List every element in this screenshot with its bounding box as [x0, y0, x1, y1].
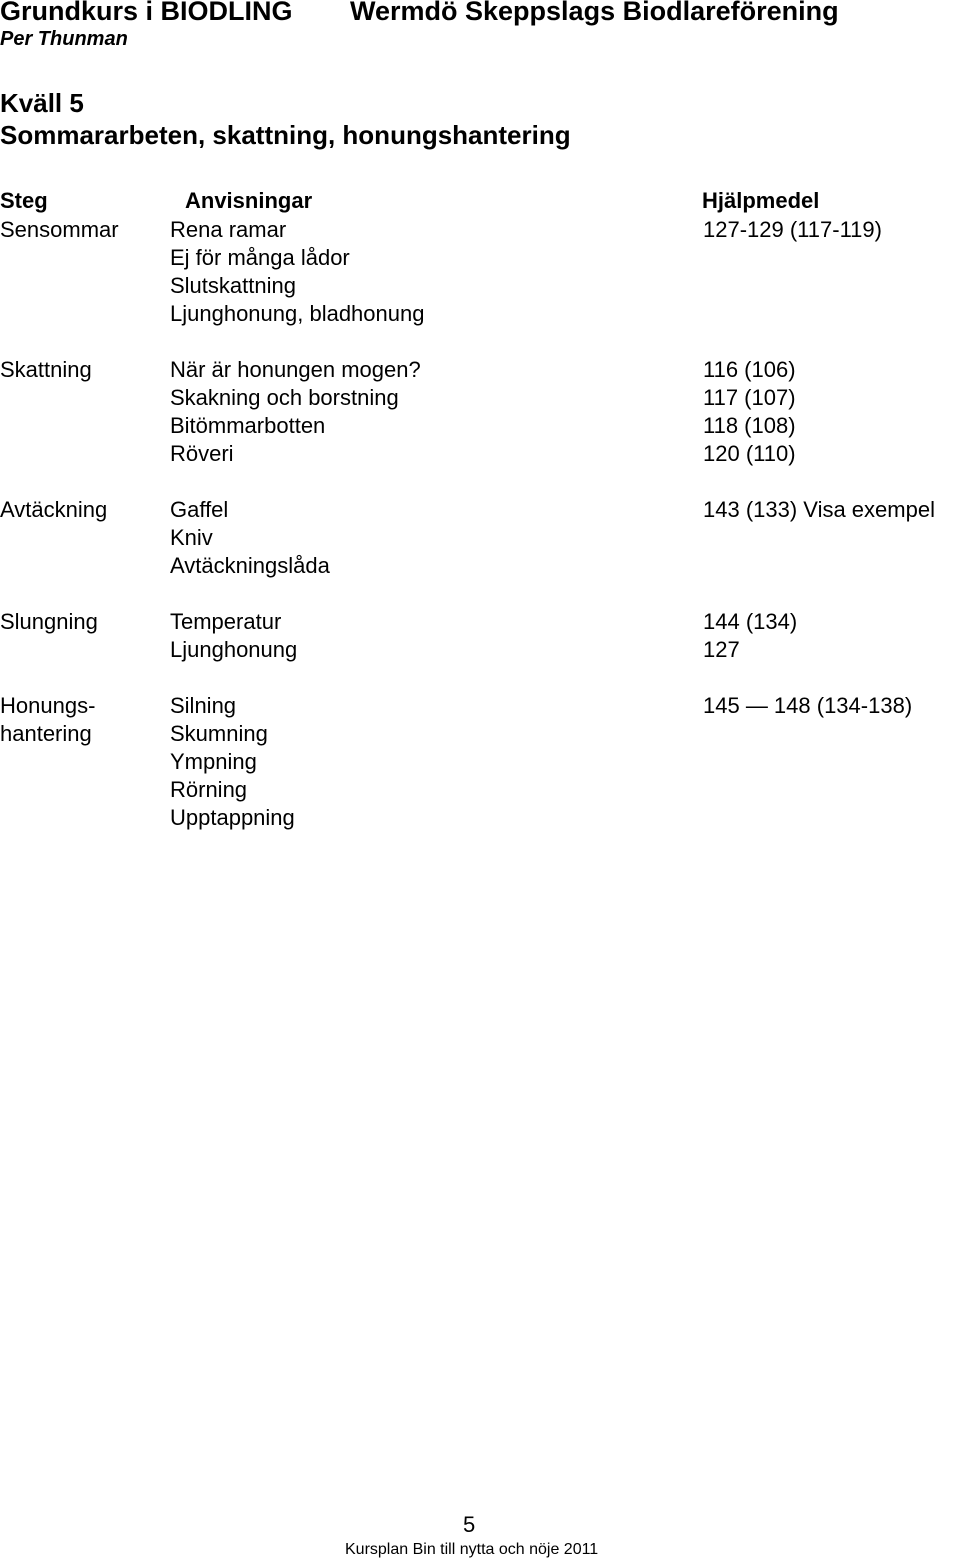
- step-label: Sensommar: [0, 217, 119, 242]
- instruction-item: Skakning och borstning: [170, 385, 399, 410]
- table-row-aids: [703, 608, 797, 664]
- table-row-step: [0, 496, 107, 524]
- step-label: Slungning: [0, 609, 98, 634]
- aid-reference: 116 (106): [703, 357, 796, 382]
- aid-reference: 127: [703, 637, 740, 662]
- column-header-anvisningar: Anvisningar: [185, 188, 313, 213]
- table-row-instructions: [170, 692, 295, 832]
- instruction-item: Bitömmarbotten: [170, 413, 326, 438]
- instruction-item: Silning: [170, 693, 237, 718]
- instruction-item: Avtäckningslåda: [170, 553, 330, 578]
- instruction-item: Skumning: [170, 721, 268, 746]
- table-row-instructions: [170, 356, 421, 468]
- lesson-topic: Sommararbeten, skattning, honungshantering: [0, 120, 571, 150]
- instruction-item: Slutskattning: [170, 273, 296, 298]
- table-row-aids: [703, 496, 935, 524]
- instruction-item: När är honungen mogen?: [170, 357, 421, 382]
- page-number: 5: [463, 1512, 476, 1537]
- instruction-item: Gaffel: [170, 497, 229, 522]
- course-title: Grundkurs i BIODLING: [0, 0, 293, 26]
- table-row-aids: [703, 692, 912, 720]
- instruction-item: Rena ramar: [170, 217, 287, 242]
- column-header-hjalpmedel: Hjälpmedel: [702, 188, 820, 213]
- instruction-item: Röveri: [170, 441, 234, 466]
- step-label: Skattning: [0, 357, 92, 382]
- column-header-steg: Steg: [0, 188, 48, 213]
- table-row-step: [0, 216, 119, 244]
- author-name: Per Thunman: [0, 28, 128, 50]
- instruction-item: Upptappning: [170, 805, 295, 830]
- aid-reference: 118 (108): [703, 413, 796, 438]
- aid-reference: 145 — 148 (134-138): [703, 693, 913, 718]
- instruction-item: Ej för många lådor: [170, 245, 350, 270]
- instruction-item: Ljunghonung: [170, 637, 298, 662]
- aid-reference: 127-129 (117-119): [703, 217, 882, 242]
- step-label: Avtäckning: [0, 497, 108, 522]
- table-row-step: [0, 692, 95, 748]
- table-row-aids: [703, 356, 796, 468]
- table-row-step: [0, 608, 98, 636]
- aid-reference: 117 (107): [703, 385, 796, 410]
- table-row-instructions: [170, 496, 330, 580]
- table-row-instructions: [170, 216, 424, 328]
- instruction-item: Temperatur: [170, 609, 282, 634]
- organization-name: Wermdö Skeppslags Biodlareförening: [350, 0, 839, 26]
- aid-reference: 143 (133) Visa exempel: [703, 497, 935, 522]
- instruction-item: Kniv: [170, 525, 213, 550]
- aid-reference: 120 (110): [703, 441, 796, 466]
- instruction-item: Rörning: [170, 777, 248, 802]
- table-row-aids: [703, 216, 882, 244]
- instruction-item: Ympning: [170, 749, 257, 774]
- step-label: Honungs-: [0, 693, 96, 718]
- footer-text: Kursplan Bin till nytta och nöje 2011: [345, 1541, 599, 1558]
- table-row-instructions: [170, 608, 297, 664]
- step-label: hantering: [0, 721, 92, 746]
- instruction-item: Ljunghonung, bladhonung: [170, 301, 425, 326]
- aid-reference: 144 (134): [703, 609, 798, 634]
- lesson-evening: Kväll 5: [0, 88, 84, 118]
- table-row-step: [0, 356, 92, 384]
